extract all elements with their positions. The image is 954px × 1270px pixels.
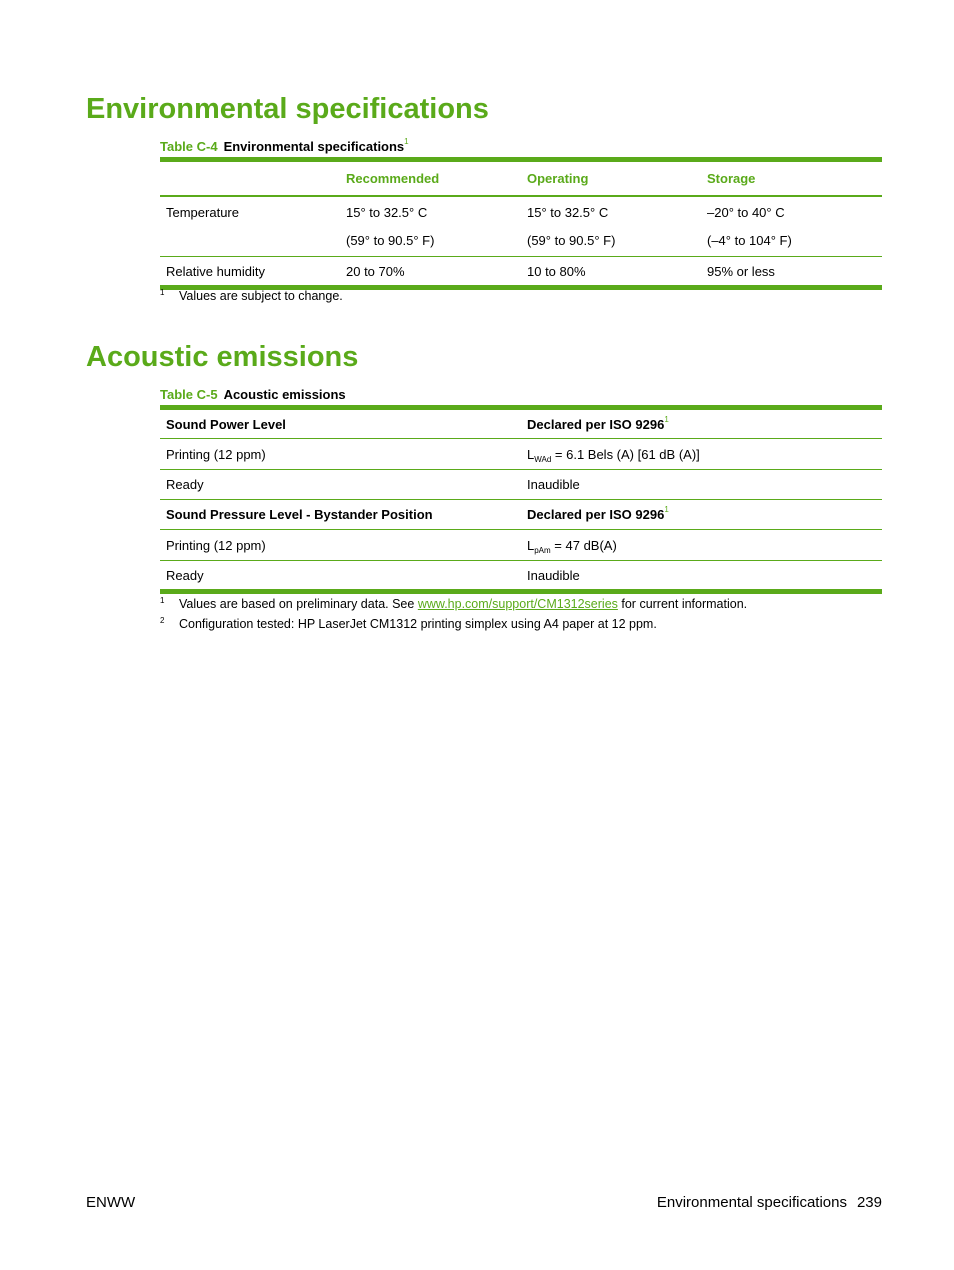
- row-label-ready: Ready: [166, 567, 204, 583]
- table-number: Table C-5: [160, 387, 218, 402]
- table-section-header: [160, 500, 882, 530]
- footnote-marker: 1: [160, 288, 165, 297]
- caption-footnote-ref: 1: [404, 137, 409, 146]
- cell-sound-power-value: $L_{WAd} = 6.1$ Bels (A) [61 dB (A)]: [527, 446, 700, 464]
- table-row: [160, 439, 882, 470]
- cell-storage-f: (–4° to 104° F): [707, 233, 792, 249]
- row-label-humidity: Relative humidity: [166, 263, 265, 279]
- footnote-ref: 1: [664, 414, 669, 424]
- footnote-text: Configuration tested: HP LaserJet CM1312 printing simplex using A4 paper at 12 ppm.: [179, 617, 657, 631]
- section-heading-environmental: Environmental specifications: [86, 93, 489, 125]
- row-label-printing: Printing (12 ppm): [166, 537, 266, 553]
- environmental-specs-table: [160, 157, 882, 290]
- footer-enww: ENWW: [86, 1194, 136, 1211]
- footer-section-title: Environmental specifications: [656, 1194, 847, 1211]
- table-title: Environmental specifications: [223, 139, 405, 154]
- header-declared-iso: Declared per ISO 9296$^1$: [527, 505, 669, 522]
- table-row: [160, 196, 882, 226]
- table-row: [160, 257, 882, 288]
- table-caption-c5: [160, 387, 346, 402]
- acoustic-emissions-table: [160, 405, 882, 594]
- footer-page-info: [657, 1194, 882, 1211]
- table-title: Acoustic emissions: [223, 387, 346, 402]
- cell-storage-c: –20° to 40° C: [707, 204, 785, 220]
- header-declared-iso: Declared per ISO 9296$^1$: [527, 414, 669, 432]
- row-label-temperature: Temperature: [166, 204, 239, 220]
- row-label-printing: Printing (12 ppm): [166, 446, 266, 462]
- support-link[interactable]: www.hp.com/support/CM1312series: [417, 597, 618, 611]
- footnote-acoustic-2: [160, 617, 657, 631]
- table-row: [160, 226, 882, 257]
- table-row: [160, 530, 882, 561]
- table-section-header: [160, 408, 882, 439]
- header-recommended: Recommended: [340, 160, 521, 196]
- section-heading-acoustic: Acoustic emissions: [86, 341, 359, 373]
- header-storage: Storage: [701, 160, 882, 196]
- cell-recommended-c: 15° to 32.5° C: [346, 204, 428, 220]
- cell-ready-value: Inaudible: [527, 477, 580, 492]
- table-row: [160, 561, 882, 592]
- footnote-text: Values are subject to change.: [179, 289, 343, 303]
- cell-sound-pressure-value: $L_{pAm} = 47$ dB(A): [527, 537, 617, 555]
- cell-recommended-humidity: 20 to 70%: [346, 263, 405, 279]
- cell-operating-c: 15° to 32.5° C: [527, 204, 609, 220]
- footnote-env: [160, 289, 343, 303]
- cell-recommended-f: (59° to 90.5° F): [346, 233, 435, 249]
- cell-ready-value: Inaudible: [527, 567, 580, 583]
- cell-operating-f: (59° to 90.5° F): [527, 233, 616, 249]
- header-blank: [160, 160, 340, 196]
- footnote-text: Values are based on preliminary data. See: [179, 597, 418, 611]
- table-caption-c4: [160, 139, 409, 154]
- footnote-text: for current information.: [617, 597, 748, 611]
- table-number: Table C-4: [160, 139, 218, 154]
- header-sound-power: Sound Power Level: [166, 416, 286, 432]
- cell-empty: [160, 226, 340, 257]
- footnote-marker: 1: [160, 596, 165, 605]
- row-label-ready: Ready: [166, 477, 204, 492]
- footnote-ref: 1: [664, 505, 669, 514]
- footnote-marker: 2: [160, 616, 165, 625]
- cell-operating-humidity: 10 to 80%: [527, 263, 586, 279]
- table-header-row: [160, 160, 882, 196]
- footnote-acoustic-1: [160, 597, 747, 611]
- header-sound-pressure: Sound Pressure Level - Bystander Position: [166, 507, 433, 522]
- page-number: 239: [856, 1194, 882, 1211]
- table-row: [160, 470, 882, 500]
- cell-storage-humidity: 95% or less: [707, 263, 775, 279]
- header-operating: Operating: [521, 160, 701, 196]
